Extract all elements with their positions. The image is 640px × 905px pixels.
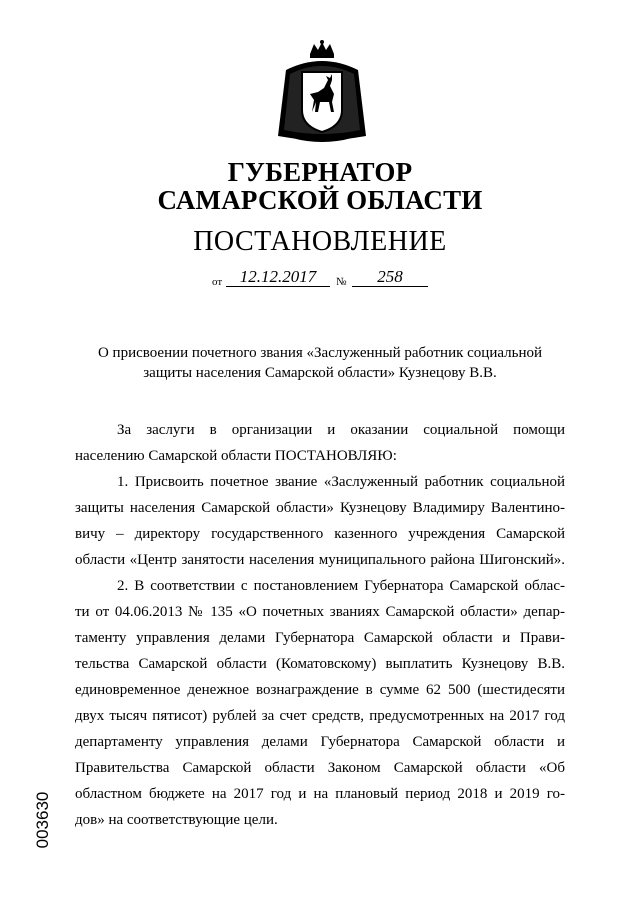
date-value: 12.12.2017 — [226, 268, 330, 287]
body-intro — [75, 417, 565, 469]
clause-2 — [75, 573, 565, 833]
body-line: дов» на соответствующие цели. — [75, 812, 278, 828]
registration-stamp — [33, 770, 53, 870]
issuer-region: САМАРСКОЙ ОБЛАСТИ — [157, 185, 483, 215]
body-line: За заслуги в организации и оказании социальной помощи — [117, 422, 565, 438]
body-line: ти от 04.06.2013 № 135 «О почетных званиях Самарской области» депар- — [75, 604, 565, 620]
issuer-title: ГУБЕРНАТОР — [227, 157, 413, 187]
number-label: № — [336, 276, 347, 288]
body-line: защиты населения Самарской области» Кузнецову Владимиру Валентино- — [75, 500, 565, 516]
body-line: вичу – директору государственного казенного учреждения Самарской — [75, 526, 565, 542]
body-line: тельства Самарской области (Коматовскому) выплатить Кузнецову В.В. — [75, 656, 565, 672]
subject-line: О присвоении почетного звания «Заслуженный работник социальной — [97, 345, 543, 361]
document-type: ПОСТАНОВЛЕНИЕ — [193, 226, 447, 257]
body-line: департаменту управления делами Губернатора Самарской области и — [75, 734, 565, 750]
body-line: области «Центр занятости населения муниципального района Шигонский». — [75, 552, 565, 568]
date-label: от — [212, 276, 223, 288]
body-line: 1. Присвоить почетное звание «Заслуженный работник социальной — [117, 474, 565, 490]
body-line: таменту управления делами Губернатора Самарской области и Прави- — [75, 630, 565, 646]
coat-of-arms-emblem — [274, 40, 370, 146]
subject-line: защиты населения Самарской области» Кузнецову В.В. — [143, 365, 497, 381]
body-line: двух тысяч пятисот) рублей за счет средств, предусмотренных на 2017 год — [75, 708, 565, 724]
body-line: 2. В соответствии с постановлением Губернатора Самарской облас- — [117, 578, 565, 594]
body-line: областном бюджете на 2017 год и на плановый период 2018 и 2019 го- — [75, 786, 565, 802]
body-line: населению Самарской области ПОСТАНОВЛЯЮ: — [75, 448, 397, 464]
deer-shield-icon — [274, 40, 370, 146]
document-subject — [60, 343, 580, 383]
stamp-number: 003630 — [33, 791, 52, 849]
body-line: единовременное денежное вознаграждение в сумме 62 500 (шестидесяти — [75, 682, 565, 698]
body-line: Правительства Самарской области Законом Самарской области «Об — [75, 760, 565, 776]
clause-1 — [75, 469, 565, 573]
number-value: 258 — [352, 268, 428, 287]
